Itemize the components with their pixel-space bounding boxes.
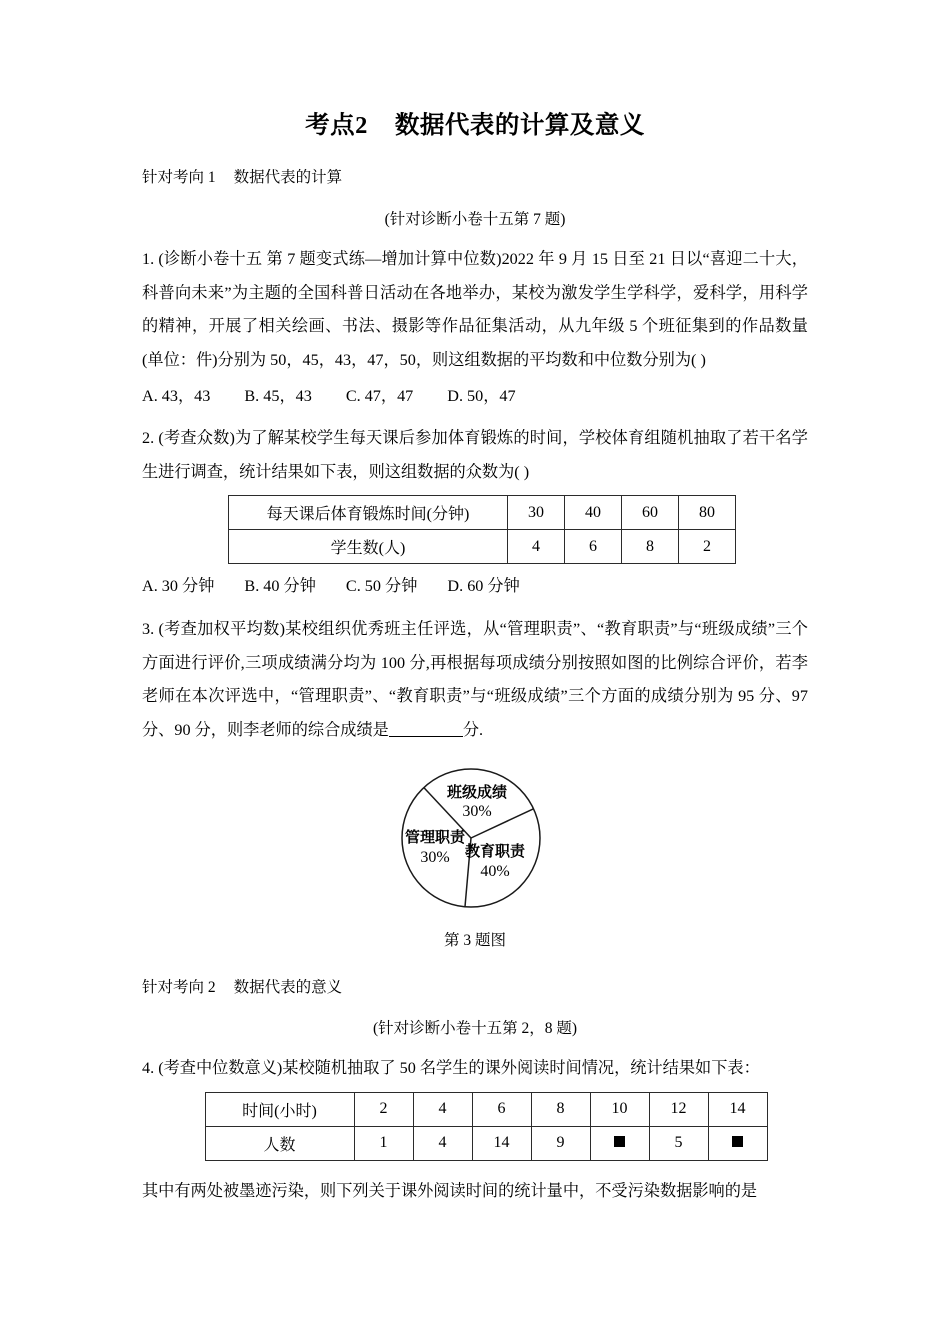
- pie-slice-percent-jiaoyu: 40%: [480, 862, 510, 880]
- table-2-row-0-cell-6: 14: [708, 1092, 767, 1126]
- question-2-text: 2. (考查众数)为了解某校学生每天课后参加体育锻炼的时间，学校体育组随机抽取了若干名学生进行调查，统计结果如下表，则这组数据的众数为( ): [142, 429, 808, 481]
- section-heading-1: [142, 166, 808, 189]
- table-2-row-1-cell-3: 9: [531, 1126, 590, 1160]
- table-1-row-1-cell-3: 2: [679, 530, 736, 564]
- question-1-option-b[interactable]: B. 45，43: [244, 386, 312, 405]
- table-row: [205, 1126, 767, 1160]
- table-2-row-0-cell-2: 6: [472, 1092, 531, 1126]
- table-1-row-1-cell-1: 6: [565, 530, 622, 564]
- table-2-row-0-cell-0: 2: [354, 1092, 413, 1126]
- pie-slice-percent-guanli: 30%: [420, 848, 450, 866]
- question-1-option-d[interactable]: D. 50，47: [447, 386, 516, 405]
- question-1-option-a[interactable]: A. 43，43: [142, 386, 211, 405]
- question-2-options: [142, 570, 808, 602]
- question-1-options: [142, 380, 808, 412]
- question-1-text: 1. (诊断小卷十五 第 7 题变式练—增加计算中位数)2022 年 9 月 15 日至 21 日以“喜迎二十大，科普向未来”为主题的全国科普日活动在各地举办，某校为激发学生学科学，爱科学，用科学的精神，开展了相关绘画、书法、摄影等作品征集活动，从九年级 5 个班征集到的作品数量(单位：件)分别为 50，45，43，47，50，则这组数据的平均数和中位数分别为( ): [142, 249, 808, 369]
- table-2-row-1-cell-1: 4: [413, 1126, 472, 1160]
- section-1-name: 数据代表的计算: [233, 169, 343, 187]
- pie-slice-label-guanli: 管理职责: [404, 827, 466, 846]
- ink-blot-icon: [614, 1136, 625, 1147]
- question-1-option-c[interactable]: C. 47，47: [345, 386, 414, 405]
- table-1-row-0-cell-3: 80: [679, 496, 736, 530]
- page-content: [142, 0, 808, 1208]
- figure-question-3: [142, 764, 808, 950]
- section-2-reference: (针对诊断小卷十五第 2，8 题): [372, 1019, 578, 1037]
- question-3-text-after: 分.: [462, 720, 484, 739]
- ink-blot-icon: [732, 1136, 743, 1147]
- section-1-reference: (针对诊断小卷十五第 7 题): [384, 210, 566, 228]
- table-2-wrapper: [142, 1086, 808, 1165]
- table-2-row-1-cell-2: 14: [472, 1126, 531, 1160]
- question-4-text: 4. (考查中位数意义)某校随机抽取了 50 名学生的课外阅读时间情况，统计结果如下表：: [142, 1059, 760, 1078]
- table-2-row-1-cell-6: [708, 1126, 767, 1160]
- table-2-row-0-label: 时间(小时): [205, 1092, 354, 1126]
- exercise-table-1: [228, 495, 736, 564]
- table-1-row-1-cell-2: 8: [622, 530, 679, 564]
- question-2-option-a[interactable]: A. 30 分钟: [142, 577, 215, 596]
- question-3-text: [142, 613, 808, 748]
- page-title-prefix: 考点: [305, 110, 356, 139]
- question-2-option-b[interactable]: B. 40 分钟: [244, 577, 316, 596]
- pie-slice-label-banji: 班级成绩: [446, 782, 508, 801]
- table-2-row-1-cell-4: [590, 1126, 649, 1160]
- table-1-row-0-cell-1: 40: [565, 496, 622, 530]
- page-title: [142, 110, 808, 140]
- page-title-name: 数据代表的计算及意义: [394, 110, 645, 139]
- table-2-row-0-cell-3: 8: [531, 1092, 590, 1126]
- question-3-text-before: 3. (考查加权平均数)某校组织优秀班主任评选，从“管理职责”、“教育职责”与“班级成绩”三个方面进行评价,三项成绩满分均为 100 分,再根据每项成绩分别按照如图的比例综合评价，若李老师在本次评选中，“管理职责”、“教育职责”与“班级成绩”三个方面的成绩分别为 95 分、97 分、90 分，则李老师的综合成绩是: [142, 619, 808, 739]
- table-1-wrapper: [142, 489, 808, 568]
- figure-caption: 第 3 题图: [443, 931, 506, 949]
- table-2-row-0-cell-5: 12: [649, 1092, 708, 1126]
- table-2-row-1-cell-0: 1: [354, 1126, 413, 1160]
- table-1-row-1-cell-0: 4: [508, 530, 565, 564]
- question-2-option-d[interactable]: D. 60 分钟: [447, 577, 520, 596]
- table-1-row-0-cell-2: 60: [622, 496, 679, 530]
- table-2-row-1-label: 人数: [205, 1126, 354, 1160]
- table-row: [229, 496, 736, 530]
- section-1-label: 针对考向 1: [142, 169, 216, 187]
- table-1-row-0-label: 每天课后体育锻炼时间(分钟): [229, 496, 508, 530]
- pie-slice-percent-banji: 30%: [462, 802, 492, 820]
- page-title-number: 2: [355, 112, 368, 139]
- question-3-answer-blank[interactable]: [389, 720, 463, 737]
- table-row: [229, 530, 736, 564]
- exercise-table-2: [205, 1092, 768, 1161]
- section-2-name: 数据代表的意义: [233, 978, 343, 996]
- section-2-label: 针对考向 2: [142, 978, 216, 996]
- table-2-row-1-cell-5: 5: [649, 1126, 708, 1160]
- table-2-row-0-cell-1: 4: [413, 1092, 472, 1126]
- pie-chart-holder: [142, 764, 808, 916]
- pie-slice-label-jiaoyu: 教育职责: [464, 841, 526, 860]
- question-2-option-c[interactable]: C. 50 分钟: [345, 577, 418, 596]
- table-2-row-0-cell-4: 10: [590, 1092, 649, 1126]
- table-row: [205, 1092, 767, 1126]
- table-1-row-0-cell-0: 30: [508, 496, 565, 530]
- question-4-tail-text: 其中有两处被墨迹污染，则下列关于课外阅读时间的统计量中，不受污染数据影响的是: [142, 1181, 758, 1200]
- section-heading-2: [142, 976, 808, 999]
- table-1-row-1-label: 学生数(人): [229, 530, 508, 564]
- pie-chart: [395, 764, 555, 916]
